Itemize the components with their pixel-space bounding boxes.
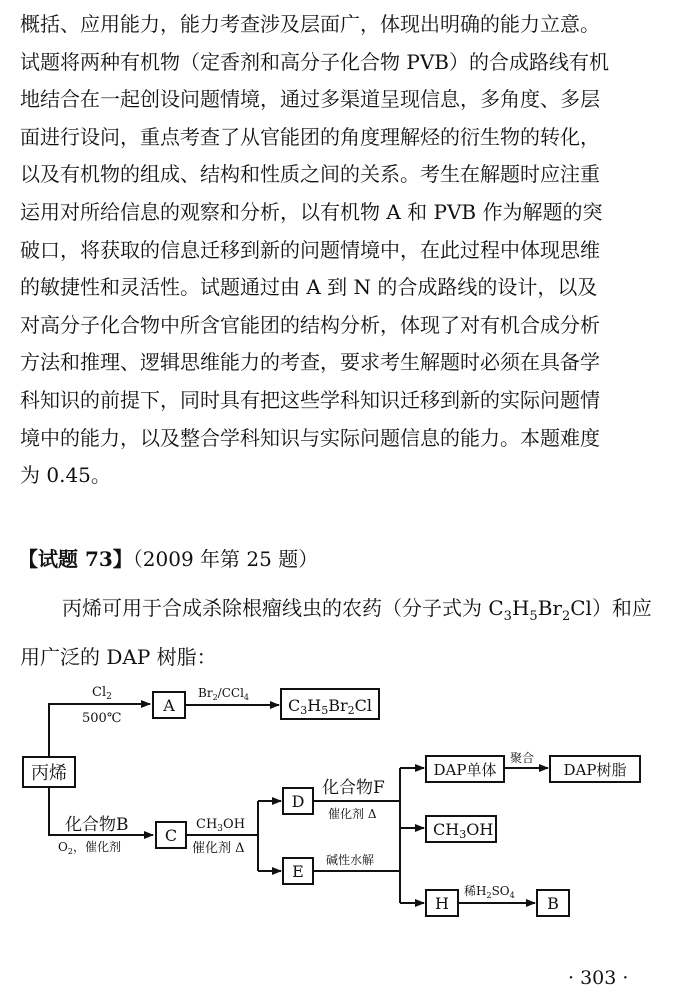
synthesis-scheme <box>0 660 676 930</box>
dilute-h2so4-reagent: 稀$H_2SO_4$ <box>464 884 515 900</box>
paragraph-line: 境中的能力，以及整合学科知识与实际问题信息的能力。本题难度 <box>20 425 600 450</box>
paragraph-line: 方法和推理、逻辑思维能力的考查，要求考生解题时必须在具备学 <box>20 350 600 375</box>
node-c-label: C <box>164 826 178 845</box>
paragraph-line: 以及有机物的组成、结构和性质之间的关系。考生在解题时应注重 <box>20 162 600 187</box>
dap-monomer-label: DAP单体 <box>433 761 497 779</box>
node-a-label: A <box>163 696 175 715</box>
temperature-label: 500℃ <box>82 711 122 726</box>
compound-f-label: 化合物F <box>322 778 385 798</box>
cl2-reagent: $Cl_2$ <box>92 685 112 702</box>
paragraph-line: 破口，将获取的信息迁移到新的问题情境中，在此过程中体现思维 <box>20 237 600 262</box>
paragraph-line: 地结合在一起创设问题情境，通过多渠道呈现信息，多角度、多层 <box>20 87 600 112</box>
pesticide-formula: $C_3H_5Br_2Cl$ <box>488 596 592 624</box>
methanol-label: CH3OH <box>433 820 494 841</box>
catalyst-heat-label: 催化剂 Δ <box>192 841 245 856</box>
paragraph-line: 的敏捷性和灵活性。试题通过由 A 到 N 的合成路线的设计，以及 <box>20 275 598 300</box>
dap-resin-label: DAP树脂 <box>563 761 627 779</box>
question-label: 【试题 73】 <box>18 547 133 571</box>
paragraph-line: 对高分子化合物中所含官能团的结构分析，体现了对有机合成分析 <box>20 312 600 337</box>
paragraph-line: 试题将两种有机物（定香剂和高分子化合物 PVB）的合成路线有机 <box>20 49 609 74</box>
node-h-label: H <box>435 894 449 913</box>
question-intro-line1: 丙烯可用于合成杀除根瘤线虫的农药（分子式为 $C_3H_5Br_2Cl$）和应 <box>62 596 652 624</box>
br2-ccl4-reagent: $Br_2/CCl_4$ <box>198 686 249 702</box>
paragraph-line: 科知识的前提下，同时具有把这些学科知识迁移到新的实际问题情 <box>20 387 600 412</box>
paragraph-line: 面进行设问，重点考查了从官能团的角度理解烃的衍生物的转化， <box>20 124 600 149</box>
body-paragraph <box>20 6 656 495</box>
node-d-label: D <box>291 792 305 811</box>
o2-catalyst-reagent: $O_2$，催化剂 <box>58 840 121 856</box>
compound-b-label: 化合物B <box>65 815 129 835</box>
paragraph-line: 概括、应用能力，能力考查涉及层面广，体现出明确的能力立意。 <box>20 12 600 36</box>
pesticide-label: C3H5Br2Cl <box>288 696 372 717</box>
question-heading <box>18 543 318 572</box>
paragraph-line: 运用对所给信息的观察和分析，以有机物 A 和 PVB 作为解题的突 <box>20 199 603 224</box>
question-source: （2009 年第 25 题） <box>132 547 319 571</box>
alkaline-hydrolysis-label: 碱性水解 <box>326 853 375 867</box>
propene-label: 丙烯 <box>31 763 67 784</box>
page-number: · 303 · <box>568 967 629 989</box>
node-e-label: E <box>292 862 304 881</box>
node-b-label: B <box>547 894 559 913</box>
paragraph-line: 为 0.45。 <box>20 463 111 488</box>
polymerize-label: 聚合 <box>510 751 535 765</box>
question-intro-line2: 用广泛的 DAP 树脂： <box>20 645 217 669</box>
catalyst-heat2-label: 催化剂 Δ <box>328 807 377 821</box>
ch3oh-reagent: $CH_3OH$ <box>196 817 246 834</box>
